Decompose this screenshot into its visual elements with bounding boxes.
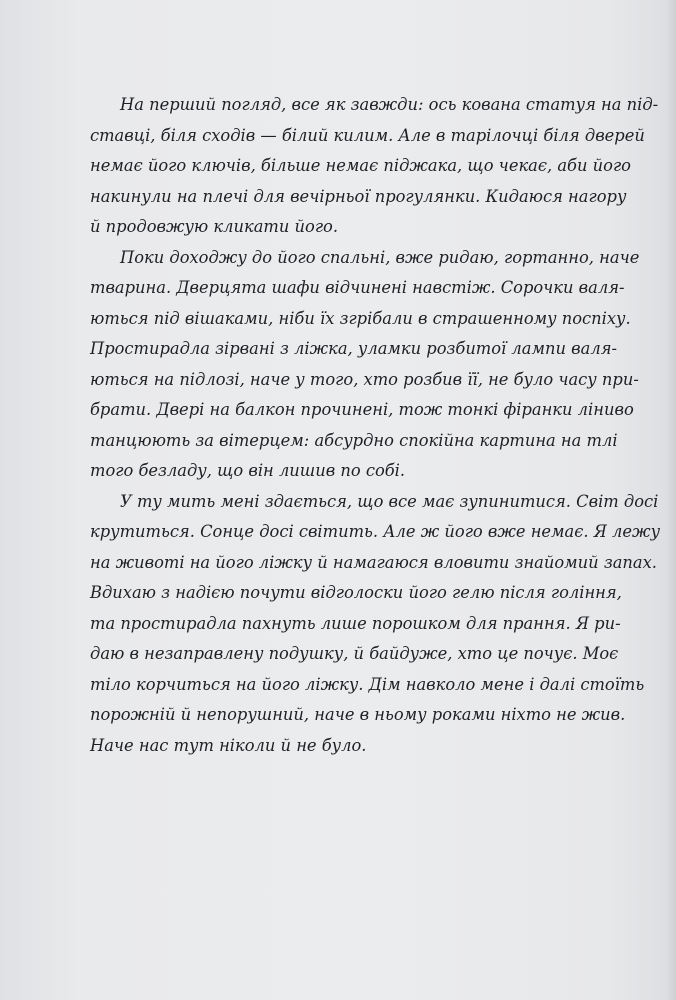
text-line: та простирадла пахнуть лише порошком для прання. Я ри- [90, 613, 621, 633]
text-line: тварина. Дверцята шафи відчинені навстіж. Сорочки валя- [90, 278, 625, 297]
paragraph-2 [90, 243, 640, 487]
text-line: немає його ключів, більше немає піджака, що чекає, аби його [90, 156, 631, 175]
text-line: накинули на плечі для вечірньої прогулянки. Кидаюся нагору [90, 186, 627, 206]
text-line: й продовжую кликати його. [90, 217, 339, 236]
text-line: У ту мить мені здається, що все має зупинитися. Світ досі [120, 491, 659, 511]
text-line: Вдихаю з надією почути відголоски його гелю після гоління, [90, 583, 622, 602]
text-line: танцюють за вітерцем: абсурдно спокійна картина на тлі [90, 430, 618, 450]
text-line: ються під вішаками, ніби їх згрібали в страшенному поспіху. [90, 308, 631, 328]
text-line: Простирадла зірвані з ліжка, уламки розбитої лампи валя- [90, 339, 617, 358]
text-line: порожній й непорушний, наче в ньому роками ніхто не жив. [90, 705, 626, 724]
text-line: крутиться. Сонце досі світить. Але ж його вже немає. Я лежу [90, 522, 661, 541]
body-text [90, 90, 661, 761]
text-line: На перший погляд, все як завжди: ось кована статуя на під- [120, 95, 659, 114]
paragraph-3 [90, 487, 661, 762]
text-line: на животі на його ліжку й намагаюся вловити знайомий запах. [90, 552, 657, 572]
text-line: тіло корчиться на його ліжку. Дім навколо мене і далі стоїть [90, 674, 645, 694]
text-line: того безладу, що він лишив по собі. [90, 461, 406, 480]
text-line: Наче нас тут ніколи й не було. [90, 735, 367, 755]
text-line: даю в незаправлену подушку, й байдуже, хто це почує. Моє [90, 644, 619, 663]
paragraph-1 [90, 90, 659, 243]
text-line: ставці, біля сходів — білий килим. Але в тарілочці біля дверей [90, 125, 645, 145]
text-line: Поки доходжу до його спальні, вже ридаю, гортанно, наче [120, 247, 640, 267]
text-line: брати. Двері на балкон прочинені, тож тонкі фіранки ліниво [90, 400, 634, 419]
text-line: ються на підлозі, наче у того, хто розбив її, не було часу при- [90, 369, 639, 389]
